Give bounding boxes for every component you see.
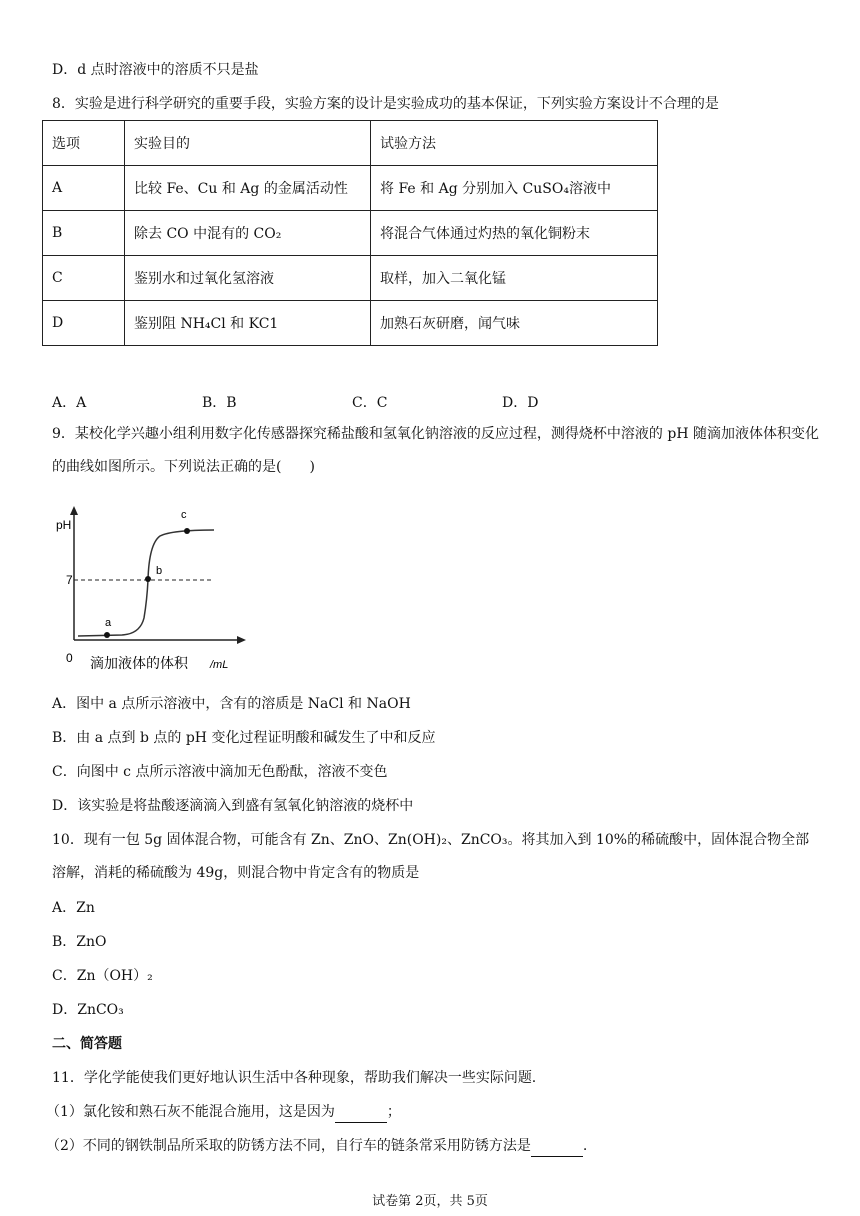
x-axis-arrow: [237, 636, 246, 644]
q11-sub2-text: （2）不同的钢铁制品所采取的防锈方法不同，自行车的链条常采用防锈方法是: [46, 1138, 531, 1154]
table-row: [43, 211, 658, 256]
q10-option-c: C．Zn（OH）₂: [52, 968, 153, 984]
table-header-row: [43, 121, 658, 166]
table-cell: B: [43, 211, 125, 256]
q9-option-d: D．该实验是将盐酸逐滴滴入到盛有氢氧化钠溶液的烧杯中: [52, 798, 414, 814]
q10-stem: 10．现有一包 5g 固体混合物，可能含有 Zn、ZnO、Zn(OH)₂、ZnCO₃。将其加入到 10%的稀硫酸中，固体混合物全部溶解，消耗的稀硫酸为 49g，则混合物中肯定含有的物质是: [52, 832, 810, 881]
table-cell: D: [43, 301, 125, 346]
point-b-label: b: [156, 565, 163, 577]
table-row: [43, 166, 658, 211]
table-row: [43, 301, 658, 346]
q8-option-d: D．D: [502, 395, 539, 411]
ph-titration-graph: [52, 500, 252, 680]
table-cell: 比较 Fe、Cu 和 Ag 的金属活动性: [125, 166, 371, 211]
table-cell: 将 Fe 和 Ag 分别加入 CuSO₄溶液中: [371, 166, 658, 211]
table-cell: 除去 CO 中混有的 CO₂: [125, 211, 371, 256]
q7-option-d: D．d 点时溶液中的溶质不只是盐: [52, 62, 259, 78]
ph-curve: [78, 530, 214, 636]
q8-table: [42, 120, 658, 346]
q8-stem: 8．实验是进行科学研究的重要手段，实验方案的设计是实验成功的基本保证，下列实验方案设计不合理的是: [52, 96, 719, 112]
table-cell: 取样，加入二氧化锰: [371, 256, 658, 301]
q11-sub1-text: （1）氯化铵和熟石灰不能混合施用，这是因为: [46, 1104, 335, 1120]
y-axis-arrow: [70, 506, 78, 515]
table-header-cell: 选项: [43, 121, 125, 166]
x-axis-label: 滴加液体的体积: [90, 656, 188, 672]
point-a-label: a: [105, 617, 112, 629]
q9-option-c: C．向图中 c 点所示溶液中滴加无色酚酞，溶液不变色: [52, 764, 388, 780]
q10-option-a: A．Zn: [52, 900, 95, 916]
q11-stem: 11．学化学能使我们更好地认识生活中各种现象，帮助我们解决一些实际问题.: [52, 1070, 537, 1086]
table-cell: 鉴别阻 NH₄Cl 和 KC1: [125, 301, 371, 346]
q9-option-b: B．由 a 点到 b 点的 pH 变化过程证明酸和碱发生了中和反应: [52, 730, 436, 746]
page-footer: 试卷第 2页，共 5页: [372, 1194, 488, 1209]
q11-sub2-end: .: [582, 1138, 588, 1154]
q8-option-b: B．B: [202, 395, 237, 411]
table-cell: C: [43, 256, 125, 301]
ph-seven-label: 7: [66, 573, 73, 587]
q10-option-b: B．ZnO: [52, 934, 107, 950]
table-header-cell: 实验目的: [125, 121, 371, 166]
point-a: [104, 632, 110, 638]
origin-label: 0: [66, 651, 73, 665]
q9-stem: 9．某校化学兴趣小组利用数字化传感器探究稀盐酸和氢氧化钠溶液的反应过程，测得烧杯中溶液的 pH 随滴加液体体积变化的曲线如图所示。下列说法正确的是( ): [52, 426, 819, 475]
table-cell: 将混合气体通过灼热的氧化铜粉末: [371, 211, 658, 256]
point-c: [184, 528, 190, 534]
q11-sub1: [46, 1102, 401, 1123]
q11-sub1-end: ；: [386, 1104, 401, 1120]
table-row: [43, 256, 658, 301]
table-header-cell: 试验方法: [371, 121, 658, 166]
section-title: 二、简答题: [52, 1036, 122, 1052]
q10-option-d: D．ZnCO₃: [52, 1002, 124, 1018]
y-axis-label: pH: [56, 518, 72, 532]
table-cell: 加熟石灰研磨，闻气味: [371, 301, 658, 346]
q8-option-a: A．A: [52, 395, 87, 411]
point-c-label: c: [181, 509, 187, 521]
answer-blank-2[interactable]: [531, 1136, 583, 1157]
table-cell: A: [43, 166, 125, 211]
point-b: [145, 576, 151, 582]
q9-option-a: A．图中 a 点所示溶液中，含有的溶质是 NaCl 和 NaOH: [52, 696, 411, 712]
q8-option-c: C．C: [352, 395, 388, 411]
q11-sub2: [46, 1136, 587, 1157]
answer-blank-1[interactable]: [335, 1102, 387, 1123]
x-axis-unit: /mL: [210, 659, 229, 671]
table-cell: 鉴别水和过氧化氢溶液: [125, 256, 371, 301]
